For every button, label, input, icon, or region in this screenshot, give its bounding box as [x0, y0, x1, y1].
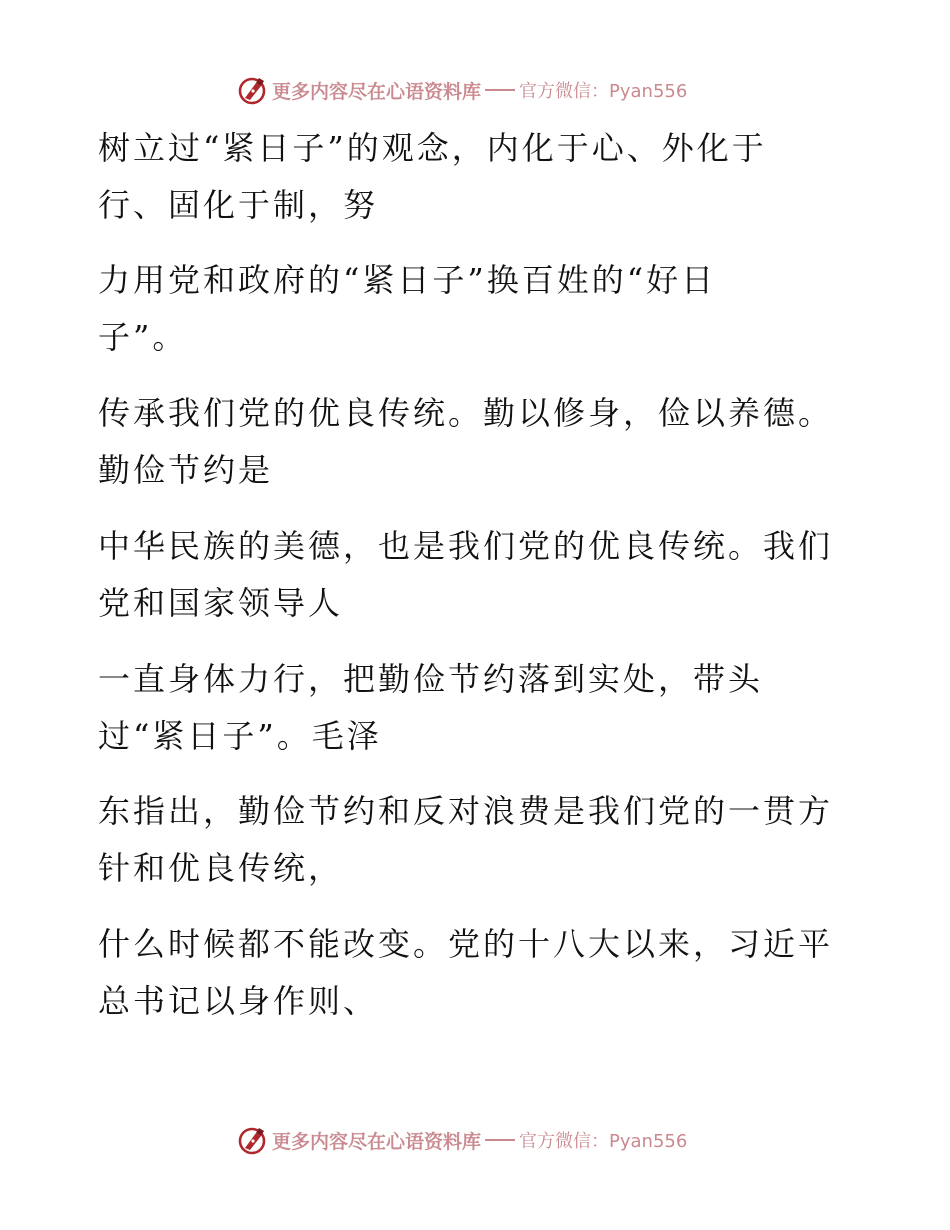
paragraph-4-line-1: 中华民族的美德，也是我们党的优良传统。我们 — [98, 527, 834, 565]
paragraph-4-line-2: 党和国家领导人 — [98, 584, 344, 622]
paragraph-3-line-2: 勤俭节约是 — [98, 451, 274, 489]
paragraph-2-line-1: 力用党和政府的“紧日子”换百姓的“好日 — [98, 261, 717, 299]
paragraph-5-line-1: 一直身体力行，把勤俭节约落到实处，带头 — [98, 660, 764, 698]
pen-nib-logo-icon — [236, 74, 268, 106]
paragraph-7-line-2: 总书记以身作则、 — [98, 982, 379, 1020]
paragraph-6-line-2: 针和优良传统， — [98, 849, 344, 887]
paragraph-1-line-1: 树立过“紧日子”的观念，内化于心、外化于 — [98, 129, 767, 167]
paragraph-1-line-2: 行、固化于制，努 — [98, 186, 379, 224]
banner-title: 更多内容尽在心语资料库 — [272, 80, 482, 103]
paragraph-2-line-2: 子”。 — [98, 318, 188, 356]
banner-wechat: 官方微信：Pyan556 — [519, 1131, 688, 1152]
banner-title: 更多内容尽在心语资料库 — [272, 1130, 482, 1153]
paragraph-7-line-1: 什么时候都不能改变。党的十八大以来，习近平 — [98, 925, 834, 963]
paragraph-5-line-2: 过“紧日子”。毛泽 — [98, 717, 382, 755]
header-banner — [0, 70, 950, 110]
pen-nib-logo-icon — [236, 1124, 268, 1156]
paragraph-3-line-1: 传承我们党的优良传统。勤以修身，俭以养德。 — [98, 394, 834, 432]
banner-wechat: 官方微信：Pyan556 — [519, 81, 688, 102]
footer-banner — [0, 1120, 950, 1160]
banner-dash — [485, 89, 515, 91]
paragraph-6-line-1: 东指出，勤俭节约和反对浪费是我们党的一贯方 — [98, 792, 834, 830]
banner-dash — [485, 1139, 515, 1141]
